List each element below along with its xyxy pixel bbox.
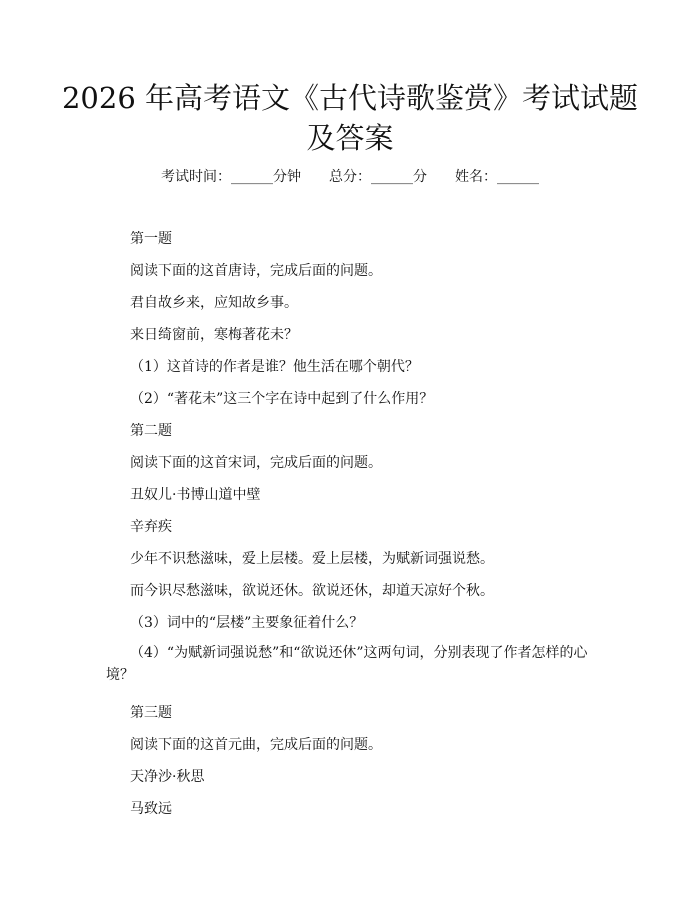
question-item: （2）“著花未”这三个字在诗中起到了什么作用？	[130, 391, 434, 407]
paragraph: 阅读下面的这首宋词，完成后面的问题。	[130, 455, 382, 471]
paragraph: 阅读下面的这首元曲，完成后面的问题。	[130, 737, 382, 753]
document-title: 2026 年高考语文《古代诗歌鉴赏》考试试题及答案	[61, 81, 639, 155]
total-score-field: 总分：______分	[329, 169, 427, 185]
poem-title: 天净沙·秋思	[130, 769, 205, 785]
poem-author: 马致远	[130, 801, 172, 817]
poem-line: 君自故乡来，应知故乡事。	[130, 295, 298, 311]
section-heading: 第一题	[130, 231, 172, 247]
name-field: 姓名：______	[455, 169, 539, 185]
poem-line: 而今识尽愁滋味，欲说还休。欲说还休，却道天凉好个秋。	[130, 583, 494, 599]
poem-line: 少年不识愁滋味，爱上层楼。爱上层楼，为赋新词强说愁。	[130, 551, 494, 567]
question-item: （3）词中的“层楼”主要象征着什么？	[130, 615, 364, 631]
exam-time-field: 考试时间：______分钟	[161, 169, 301, 185]
section-heading: 第三题	[130, 705, 172, 721]
poem-title: 丑奴儿·书博山道中壁	[130, 487, 261, 503]
poem-line: 来日绮窗前，寒梅著花未？	[130, 327, 298, 343]
poem-author: 辛弃疾	[130, 519, 172, 535]
section-heading: 第二题	[130, 423, 172, 439]
exam-meta	[0, 168, 700, 186]
question-item: （4）“为赋新词强说愁”和“欲说还休”这两句词，分别表现了作者怎样的心境？	[106, 645, 588, 683]
question-item: （1）这首诗的作者是谁？他生活在哪个朝代？	[130, 359, 419, 375]
paragraph: 阅读下面的这首唐诗，完成后面的问题。	[130, 263, 382, 279]
